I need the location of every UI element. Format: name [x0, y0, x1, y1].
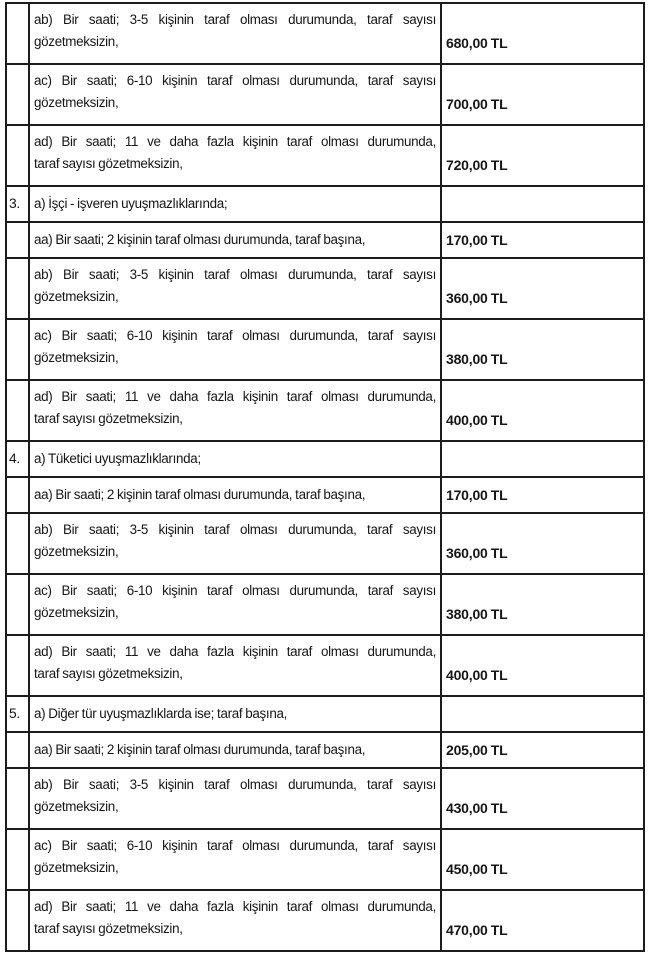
row-fee: 380,00 TL: [446, 606, 508, 622]
row-description-line: gözetmeksizin,: [34, 799, 119, 814]
row-description-line: a) Tüketici uyuşmazlıklarında;: [34, 451, 201, 466]
row-fee-cell: [441, 319, 644, 380]
table-row: [6, 635, 644, 696]
row-fee: 360,00 TL: [446, 545, 508, 561]
row-description-line: gözetmeksizin,: [34, 34, 119, 49]
row-number: 3.: [9, 196, 20, 211]
row-description-line: taraf sayısı gözetmeksizin,: [34, 156, 183, 171]
row-number-cell: [6, 574, 29, 635]
row-fee: 400,00 TL: [446, 667, 508, 683]
row-description-cell: [29, 732, 441, 768]
row-description-cell: [29, 890, 441, 951]
row-fee-cell: [441, 732, 644, 768]
table-row: [6, 441, 644, 477]
row-number-cell: [6, 319, 29, 380]
row-description-line: gözetmeksizin,: [34, 289, 119, 304]
row-description-line: gözetmeksizin,: [34, 544, 119, 559]
row-fee-cell: [441, 768, 644, 829]
row-description-line: ad) Bir saati; 11 ve daha fazla kişinin taraf olması durumunda,: [34, 644, 436, 659]
row-description-line: ac) Bir saati; 6-10 kişinin taraf olması durumunda, taraf sayısı: [34, 73, 436, 88]
row-number-cell: [6, 258, 29, 319]
row-number: 5.: [9, 706, 20, 721]
row-description-line: aa) Bir saati; 2 kişinin taraf olması durumunda, taraf başına,: [34, 487, 366, 502]
table-row: [6, 477, 644, 513]
row-number-cell: [6, 222, 29, 258]
row-fee-cell: [441, 441, 644, 477]
row-description-cell: [29, 574, 441, 635]
row-description-cell: [29, 380, 441, 441]
row-description-cell: [29, 64, 441, 125]
table-row: [6, 574, 644, 635]
row-fee: 700,00 TL: [446, 96, 508, 112]
table-row: [6, 829, 644, 890]
tariff-table-body: [6, 3, 644, 951]
table-row: [6, 222, 644, 258]
row-description-line: a) Diğer tür uyuşmazlıklarda ise; taraf başına,: [34, 706, 288, 721]
row-description-line: taraf sayısı gözetmeksizin,: [34, 411, 183, 426]
table-row: [6, 3, 644, 64]
row-number-cell: [6, 125, 29, 186]
row-description-line: aa) Bir saati; 2 kişinin taraf olması durumunda, taraf başına,: [34, 742, 366, 757]
row-description-line: taraf sayısı gözetmeksizin,: [34, 921, 183, 936]
row-description-line: ad) Bir saati; 11 ve daha fazla kişinin taraf olması durumunda,: [34, 899, 436, 914]
row-description-cell: [29, 222, 441, 258]
row-description-line: ac) Bir saati; 6-10 kişinin taraf olması durumunda, taraf sayısı: [34, 328, 436, 343]
row-description-line: ad) Bir saati; 11 ve daha fazla kişinin taraf olması durumunda,: [34, 134, 436, 149]
row-number: 4.: [9, 451, 20, 466]
row-description-line: taraf sayısı gözetmeksizin,: [34, 666, 183, 681]
row-number-cell: [6, 3, 29, 64]
row-description-cell: [29, 3, 441, 64]
row-description-cell: [29, 829, 441, 890]
row-fee: 380,00 TL: [446, 351, 508, 367]
row-number-cell: [6, 477, 29, 513]
row-fee: 360,00 TL: [446, 290, 508, 306]
row-fee: 400,00 TL: [446, 412, 508, 428]
row-number-cell: [6, 635, 29, 696]
row-fee: 470,00 TL: [446, 922, 508, 938]
row-number-cell: [6, 513, 29, 574]
table-row: [6, 768, 644, 829]
row-description-line: gözetmeksizin,: [34, 860, 119, 875]
row-fee: 450,00 TL: [446, 861, 508, 877]
row-description-line: ac) Bir saati; 6-10 kişinin taraf olması durumunda, taraf sayısı: [34, 583, 436, 598]
row-fee: 170,00 TL: [446, 231, 508, 248]
table-row: [6, 186, 644, 222]
table-row: [6, 380, 644, 441]
table-row: [6, 125, 644, 186]
table-row: [6, 319, 644, 380]
row-description-cell: [29, 768, 441, 829]
row-fee-cell: [441, 380, 644, 441]
table-row: [6, 696, 644, 732]
fee-tariff-table: [5, 2, 645, 952]
row-fee: 430,00 TL: [446, 800, 508, 816]
row-number-cell: [6, 380, 29, 441]
row-number-cell: [6, 64, 29, 125]
row-number-cell: [6, 186, 29, 222]
row-fee-cell: [441, 574, 644, 635]
row-description-cell: [29, 477, 441, 513]
table-row: [6, 513, 644, 574]
table-row: [6, 258, 644, 319]
row-description-line: gözetmeksizin,: [34, 95, 119, 110]
row-fee-cell: [441, 186, 644, 222]
row-fee-cell: [441, 635, 644, 696]
row-fee: 170,00 TL: [446, 486, 508, 503]
row-number-cell: [6, 768, 29, 829]
row-fee-cell: [441, 222, 644, 258]
table-row: [6, 890, 644, 951]
row-description-line: ab) Bir saati; 3-5 kişinin taraf olması durumunda, taraf sayısı: [34, 522, 436, 537]
row-fee-cell: [441, 829, 644, 890]
row-fee-cell: [441, 477, 644, 513]
row-description-cell: [29, 513, 441, 574]
row-description-cell: [29, 186, 441, 222]
row-fee-cell: [441, 890, 644, 951]
table-row: [6, 732, 644, 768]
table-row: [6, 64, 644, 125]
row-description-line: ab) Bir saati; 3-5 kişinin taraf olması durumunda, taraf sayısı: [34, 777, 436, 792]
row-description-line: aa) Bir saati; 2 kişinin taraf olması durumunda, taraf başına,: [34, 232, 366, 247]
row-fee-cell: [441, 258, 644, 319]
row-number-cell: [6, 696, 29, 732]
row-fee-cell: [441, 513, 644, 574]
row-number-cell: [6, 441, 29, 477]
row-description-cell: [29, 258, 441, 319]
row-description-line: a) İşçi - işveren uyuşmazlıklarında;: [34, 196, 228, 211]
row-description-line: gözetmeksizin,: [34, 605, 119, 620]
row-description-cell: [29, 635, 441, 696]
row-fee-cell: [441, 125, 644, 186]
row-description-line: ab) Bir saati; 3-5 kişinin taraf olması durumunda, taraf sayısı: [34, 267, 436, 282]
row-description-line: ab) Bir saati; 3-5 kişinin taraf olması durumunda, taraf sayısı: [34, 12, 436, 27]
row-description-line: gözetmeksizin,: [34, 350, 119, 365]
row-description-cell: [29, 696, 441, 732]
row-number-cell: [6, 732, 29, 768]
row-description-cell: [29, 441, 441, 477]
row-fee: 680,00 TL: [446, 35, 508, 51]
row-number-cell: [6, 890, 29, 951]
row-description-cell: [29, 125, 441, 186]
row-fee: 720,00 TL: [446, 157, 508, 173]
row-description-line: ad) Bir saati; 11 ve daha fazla kişinin taraf olması durumunda,: [34, 389, 436, 404]
row-fee-cell: [441, 64, 644, 125]
row-fee-cell: [441, 3, 644, 64]
row-fee-cell: [441, 696, 644, 732]
row-description-cell: [29, 319, 441, 380]
row-fee: 205,00 TL: [446, 741, 508, 758]
row-description-line: ac) Bir saati; 6-10 kişinin taraf olması durumunda, taraf sayısı: [34, 838, 436, 853]
row-number-cell: [6, 829, 29, 890]
